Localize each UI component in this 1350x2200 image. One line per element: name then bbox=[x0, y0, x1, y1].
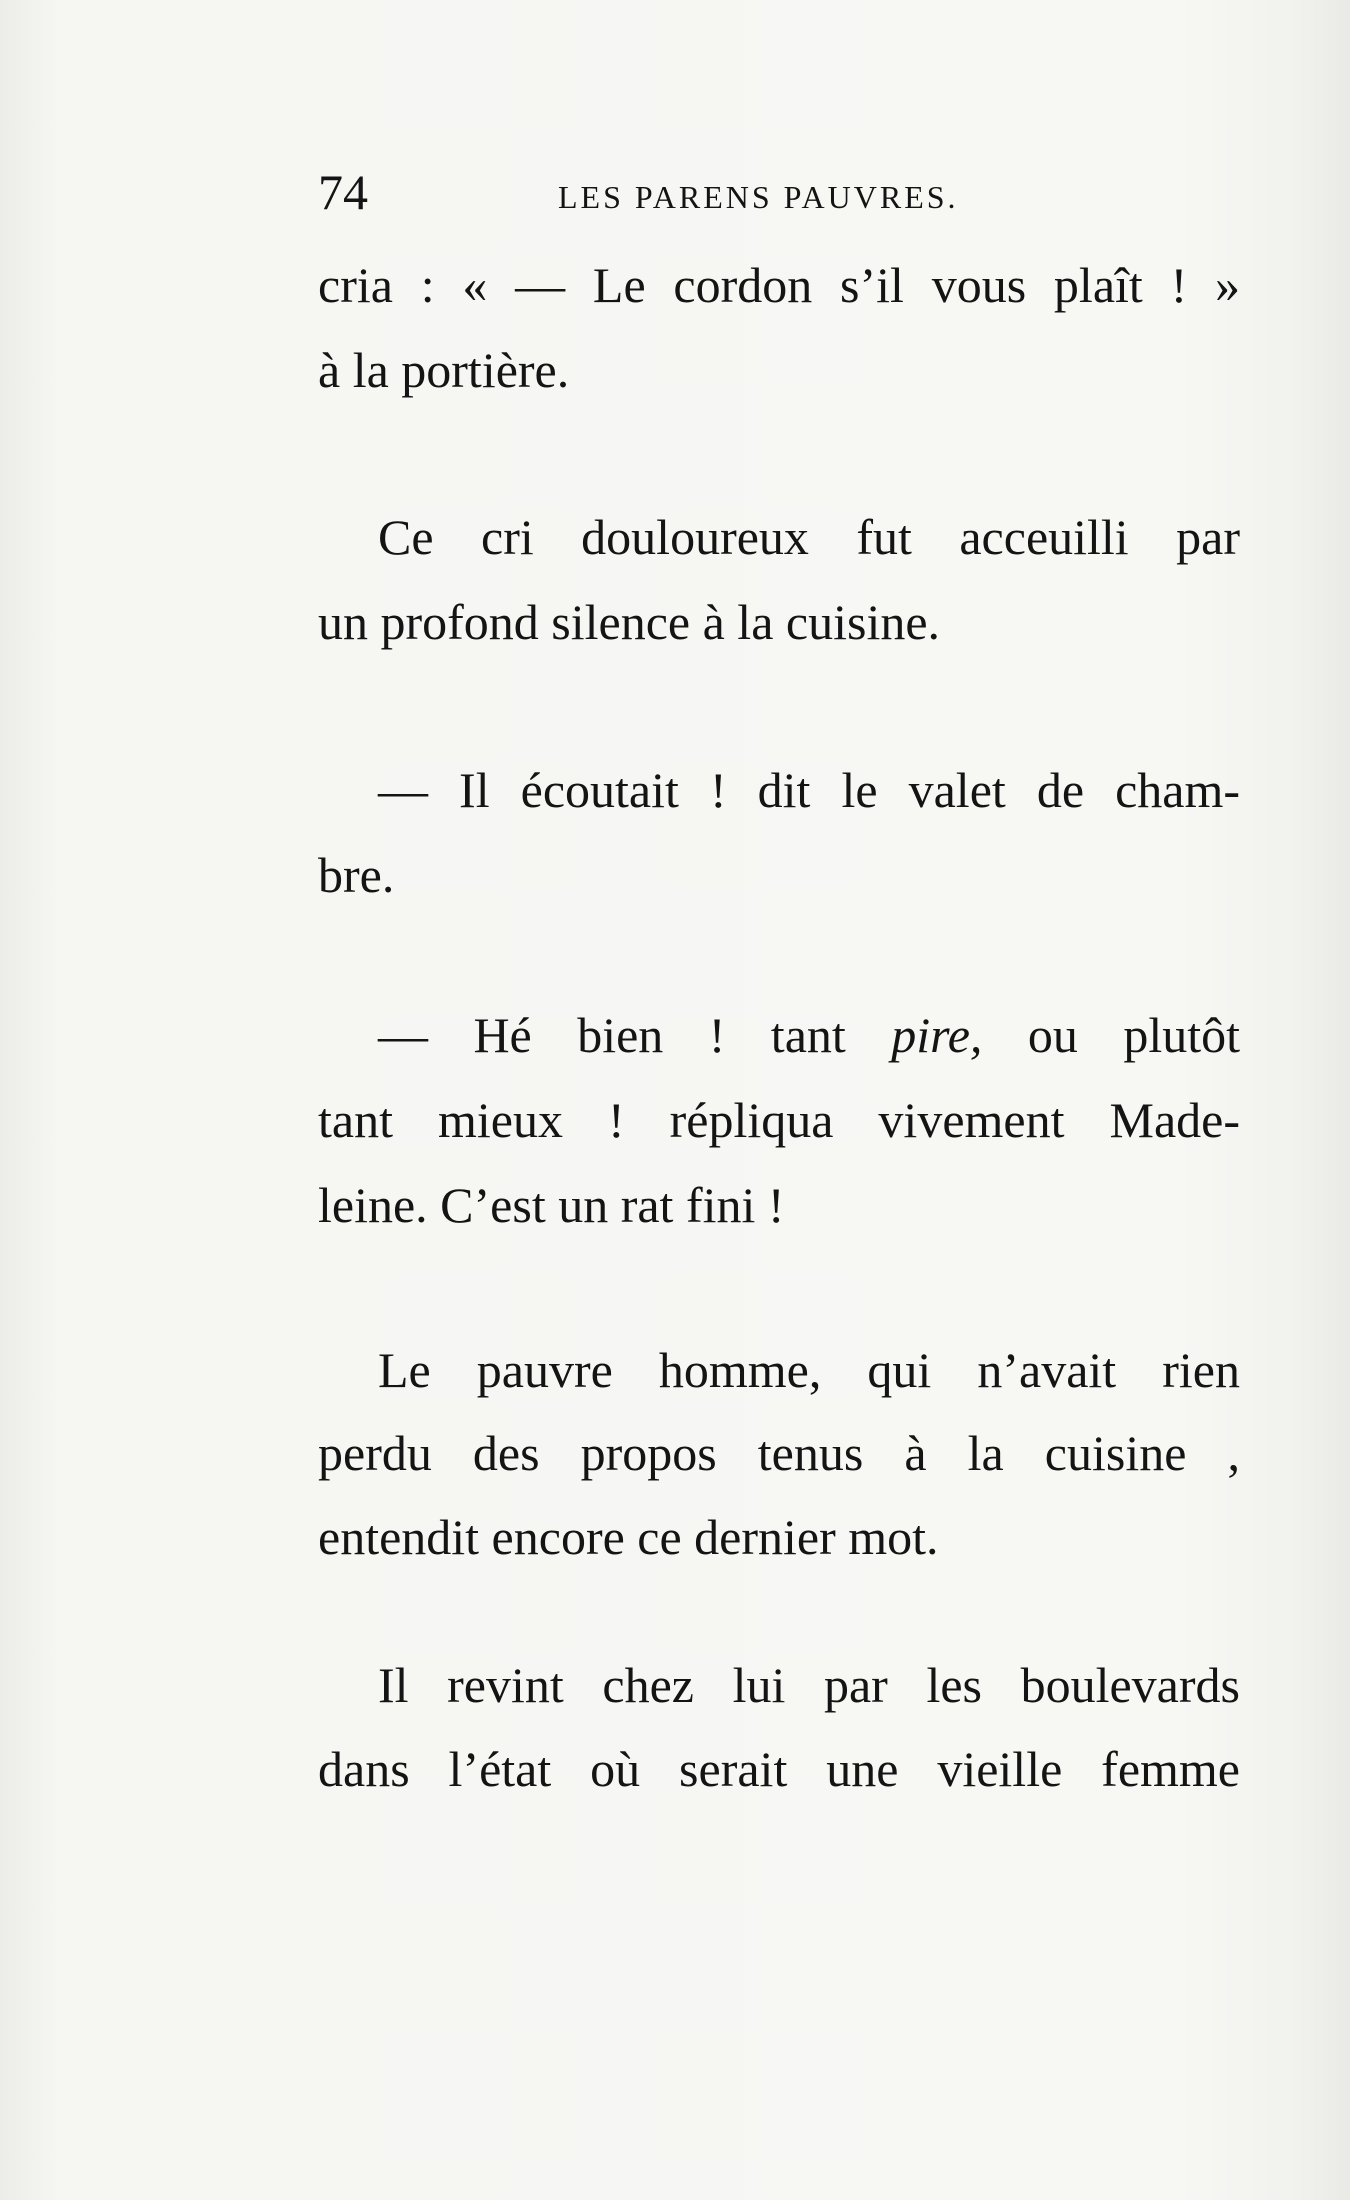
text-line-11: perdu des propos tenus à la cuisine , bbox=[318, 1425, 1240, 1481]
page-number: 74 bbox=[318, 164, 368, 220]
text-line-13: Il revint chez lui par les boulevards bbox=[378, 1657, 1240, 1713]
text-line-4: un profond silence à la cuisine. bbox=[318, 594, 941, 650]
text-line-9: leine. C’est un rat fini ! bbox=[318, 1177, 785, 1233]
page-header bbox=[318, 162, 1240, 222]
text-line-6: bre. bbox=[318, 847, 395, 903]
text-line-12: entendit encore ce dernier mot. bbox=[318, 1509, 939, 1565]
text-line-7-italic: pire, bbox=[891, 1007, 983, 1063]
text-line-10: Le pauvre homme, qui n’avait rien bbox=[378, 1342, 1240, 1398]
text-line-3: Ce cri douloureux fut acceuilli par bbox=[378, 509, 1240, 565]
text-line-7-part-a: — Hé bien ! tant bbox=[378, 1007, 846, 1063]
running-title: LES PARENS PAUVRES. bbox=[558, 179, 959, 215]
text-line-7-part-c: ou plutôt bbox=[1027, 1007, 1241, 1063]
text-line-8: tant mieux ! répliqua vivement Made- bbox=[318, 1092, 1240, 1148]
text-line-7 bbox=[318, 1000, 1240, 1070]
text-line-1: cria : « — Le cordon s’il vous plaît ! » bbox=[318, 257, 1240, 313]
text-line-5: — Il écoutait ! dit le valet de cham- bbox=[378, 762, 1240, 818]
text-line-2: à la portière. bbox=[318, 342, 570, 398]
text-line-14: dans l’état où serait une vieille femme bbox=[318, 1741, 1240, 1797]
